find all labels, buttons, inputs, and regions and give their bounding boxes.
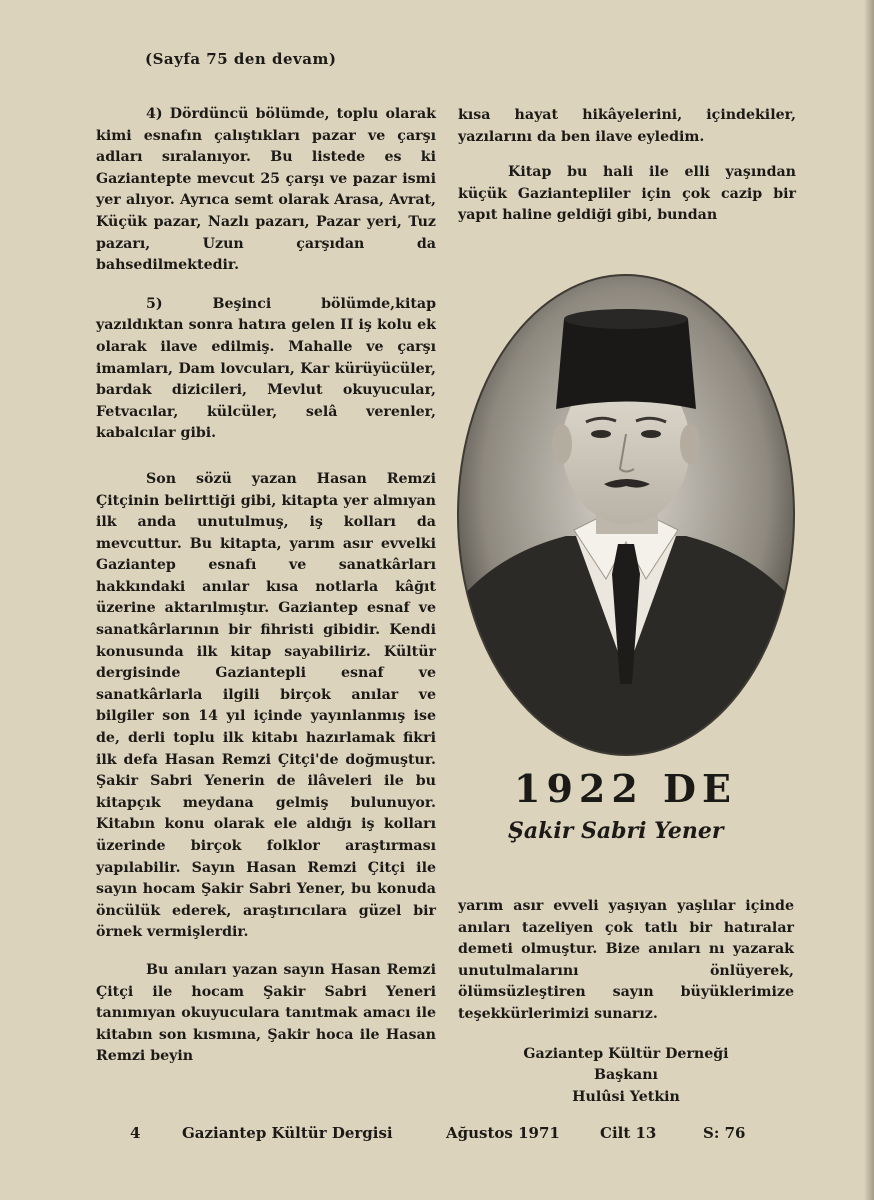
magazine-title: Gaziantep Kültür Dergisi [182,1124,393,1142]
association-president: Hulûsi Yetkin [572,1088,680,1105]
paragraph-introduction: Bu anıları yazan sayın Hasan Remzi Çitçi ile hocam Şakir Sabri Yeneri tanımıyan okuyuculara tanıtmak amacı ile kitabın son kısmına, Şakir hoca ile Hasan Remzi beyin [96,961,436,1065]
page-number: 4 [130,1124,141,1142]
issue-date: Ağustos 1971 [446,1124,560,1142]
handwritten-signature: Şakir Sabri Yener [508,818,724,844]
continued-from-note: (Sayfa 75 den devam) [145,50,337,68]
paragraph-fourth-section: 4) Dördüncü bölümde, toplu olarak kimi esnafın çalıştıkları pazar ve çarşı adları sıralanıyor. Bu listede es ki Gaziantepte mevcut 25 çarşı ve pazar ismi yer alıyor. Ayrıca semt olarak Arasa, Avrat, Küçük pazar, Nazlı pazarı, Pazar yeri, Tuz pazarı, Uzun çarşıdan da bahsedilmektedir. [96,106,436,274]
photo-year-caption: 1922 DE [514,766,737,811]
volume: Cilt 13 [600,1124,657,1142]
association-signature-block [458,1044,794,1108]
left-column [96,104,436,1085]
issue-number: S: 76 [703,1124,746,1142]
right-column-bottom [458,896,794,1043]
page-edge-shadow [864,0,874,1200]
portrait-photo [456,274,796,756]
association-title: Başkanı [594,1067,658,1084]
paragraph-memories: yarım asır evveli yaşıyan yaşlılar içinde anıları tazeliyen çok tatlı bir hatıralar demeti olmuştur. Bize anıları nı yazarak unutulmalarını önlüyerek, ölümsüzleştiren sayın büyüklerimize teşekkürlerimizi sunarız. [458,898,794,1022]
paragraph-attractive-work: Kitap bu hali ile elli yaşından küçük Gaziantepliler için çok cazip bir yapıt haline geldiği gibi, bundan [458,164,796,224]
paragraph-fifth-section: 5) Beşinci bölümde,kitap yazıldıktan sonra hatıra gelen II iş kolu ek olarak ilave edilmiş. Mahalle ve çarşı imamları, Dam lovcuları, Kar kürüyücüler, bardak dizicileri, Mevlut okuyucular, Fetvacılar, külcüler, selâ verenler, kabalcılar gibi. [96,295,436,442]
paragraph-final-word: Son sözü yazan Hasan Remzi Çitçinin belirttiği gibi, kitapta yer almıyan ilk anda unutulmuş, iş kolları da mevcuttur. Bu kitapta, yarım asır evvelki Gaziantep esnafı ve sanatkârları hakkındaki anılar kısa notlarla kâğıt üzerine aktarılmıştır. Gaziantep esnaf ve sanatkârlarının bir fihristi gibidir. Kendi konusunda ilk kitap sayabiliriz. Kültür dergisinde Gaziantepli esnaf ve sanatkârlarla ilgili birçok anılar ve bilgiler son 14 yıl içinde yayınlanmış ise de, derli toplu ilk kitabı hazırlamak fikri ilk defa Hasan Remzi Çitçi'de doğmuştur. Şakir Sabri Yenerin de ilâveleri ile bu kitapçık meydana gelmiş bulunuyor. Kitabın konu olarak ele aldığı iş kolları üzerinde birçok folklor araştırması yapılabilir. Sayın Hasan Remzi Çitçi ile sayın hocam Şakir Sabri Yener, bu konuda öncülük ederek, araştırıcılara güzel bir örnek vermişlerdir. [96,470,436,941]
right-column-top [458,105,796,244]
association-name: Gaziantep Kültür Derneği [523,1046,729,1062]
paragraph-life-stories: kısa hayat hikâyelerini, içindekiler, yazılarını da ben ilave eyledim. [458,107,796,145]
